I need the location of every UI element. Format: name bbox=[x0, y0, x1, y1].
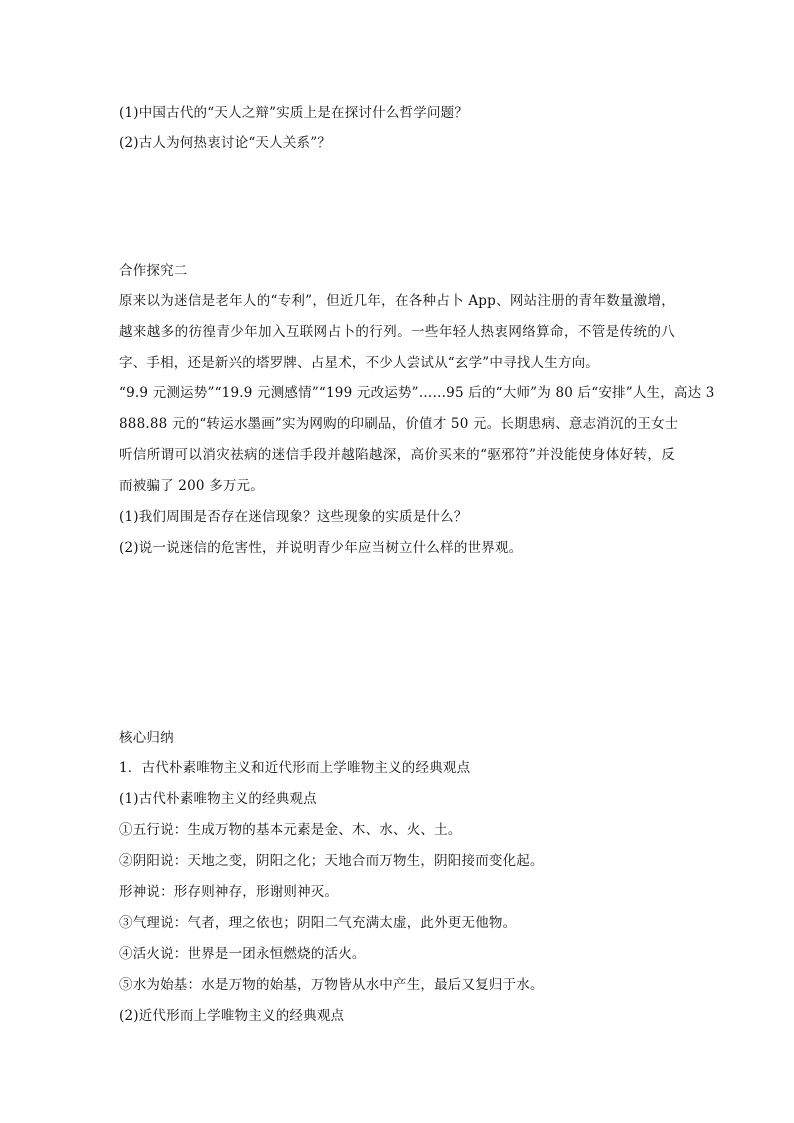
paragraph-line: “9.9 元测运势”“19.9 元测感情”“199 元改运势”……95 后的“大师”为 80 后“安排”人生，高达 3 bbox=[119, 385, 715, 401]
paragraph-line: 原来以为迷信是老年人的“专利”，但近几年，在各种占卜 App、网站注册的青年数量激增， bbox=[119, 293, 675, 309]
question-2-text: (2)古人为何热衷讨论“天人关系”？ bbox=[119, 135, 332, 151]
section-heading-core-summary: 核心归纳 bbox=[119, 730, 174, 746]
question-1-text: (1)我们周围是否存在迷信现象？这些现象的实质是什么？ bbox=[119, 509, 468, 525]
question-2-text: (2)说一说迷信的危害性，并说明青少年应当树立什么样的世界观。 bbox=[119, 540, 523, 556]
question-1-text: (1)中国古代的“天人之辩”实质上是在探讨什么哲学问题？ bbox=[119, 105, 469, 121]
subheading-ancient-materialism: (1)古代朴素唯物主义的经典观点 bbox=[119, 791, 317, 807]
list-item: ④活火说：世界是一团永恒燃烧的活火。 bbox=[119, 946, 366, 962]
list-item: ⑤水为始基：水是万物的始基，万物皆从水中产生，最后又复归于水。 bbox=[119, 977, 544, 993]
paragraph-line: 而被骗了 200 多万元。 bbox=[119, 478, 264, 494]
paragraph-line: 越来越多的彷徨青少年加入互联网占卜的行列。一些年轻人热衷网络算命，不管是传统的八 bbox=[119, 324, 675, 340]
paragraph-line: 888.88 元的“转运水墨画”实为网购的印刷品，价值才 50 元。长期患病、意志消沉的王女士 bbox=[119, 416, 679, 432]
paragraph-line: 字、手相，还是新兴的塔罗牌、占星术，不少人尝试从“玄学”中寻找人生方向。 bbox=[119, 355, 600, 371]
paragraph-line: 听信所谓可以消灾祛病的迷信手段并越陷越深，高价买来的“驱邪符”并没能使身体好转，反 bbox=[119, 447, 675, 463]
list-item: ①五行说：生成万物的基本元素是金、木、水、火、土。 bbox=[119, 822, 462, 838]
list-item: ②阴阳说：天地之变，阴阳之化；天地合而万物生，阴阳接而变化起。 bbox=[119, 853, 544, 869]
subheading-modern-metaphysical-materialism: (2)近代形而上学唯物主义的经典观点 bbox=[119, 1008, 345, 1024]
list-item: 形神说：形存则神存，形谢则神灭。 bbox=[119, 884, 339, 900]
section-heading-cooperative-inquiry-2: 合作探究二 bbox=[119, 263, 188, 279]
list-item: ③气理说：气者，理之依也；阴阳二气充满太虚，此外更无他物。 bbox=[119, 915, 517, 931]
summary-point-1: 1．古代朴素唯物主义和近代形而上学唯物主义的经典观点 bbox=[119, 760, 471, 776]
